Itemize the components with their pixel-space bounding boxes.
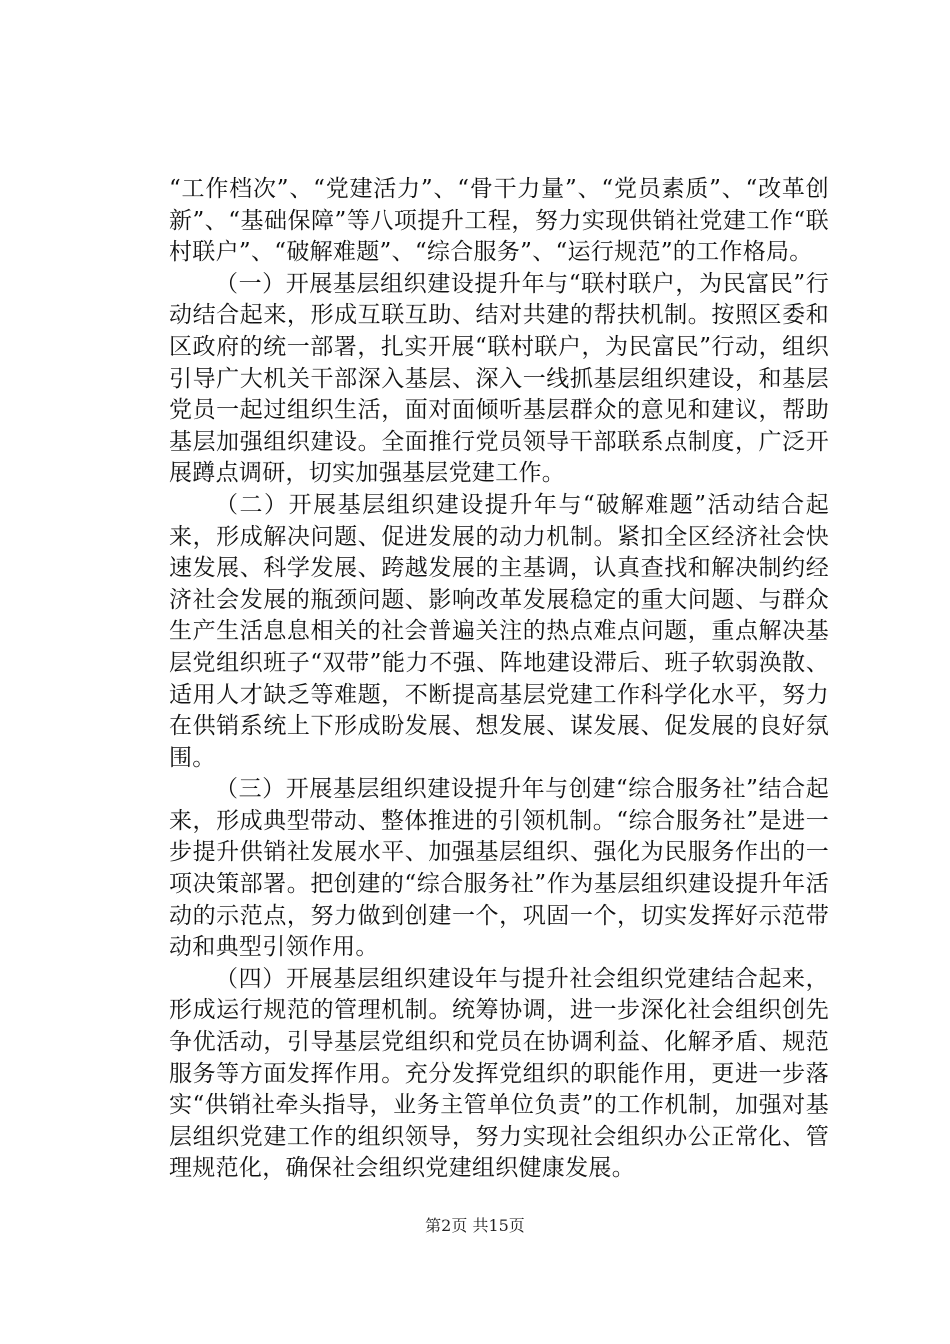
paragraph-item-3: （三）开展基层组织建设提升年与创建“综合服务社”结合起来，形成典型带动、整体推进的引领机制。“综合服务社”是进一步提升供销社发展水平、加强基层组织、强化为民服务作出的一项决策部署。把创建的“综合服务社”作为基层组织建设提升年活动的示范点，努力做到创建一个，巩固一个，切实发挥好示范带动和典型引领作用。 <box>169 776 829 961</box>
paragraph-item-1: （一）开展基层组织建设提升年与“联村联户，为民富民”行动结合起来，形成互联互助、结对共建的帮扶机制。按照区委和区政府的统一部署，扎实开展“联村联户，为民富民”行动，组织引导广大机关干部深入基层、深入一线抓基层组织建设，和基层党员一起过组织生活，面对面倾听基层群众的意见和建议，帮助基层加强组织建设。全面推行党员领导干部联系点制度，广泛开展蹲点调研，切实加强基层党建工作。 <box>169 270 829 487</box>
document-body <box>169 174 829 1185</box>
paragraph-continuation: “工作档次”、“党建活力”、“骨干力量”、“党员素质”、“改革创新”、“基础保障”等八项提升工程，努力实现供销社党建工作“联村联户”、“破解难题”、“综合服务”、“运行规范”的工作格局。 <box>169 176 829 266</box>
paragraph-item-4: （四）开展基层组织建设年与提升社会组织党建结合起来，形成运行规范的管理机制。统筹协调，进一步深化社会组织创先争优活动，引导基层党组织和党员在协调利益、化解矛盾、规范服务等方面发挥作用。充分发挥党组织的职能作用，更进一步落实“供销社牵头指导，业务主管单位负责”的工作机制，加强对基层组织党建工作的组织领导，努力实现社会组织办公正常化、管理规范化，确保社会组织党建组织健康发展。 <box>169 965 829 1182</box>
page-number-footer: 第2页 共15页 <box>425 1216 525 1235</box>
paragraph-item-2: （二）开展基层组织建设提升年与“破解难题”活动结合起来，形成解决问题、促进发展的动力机制。紧扣全区经济社会快速发展、科学发展、跨越发展的主基调，认真查找和解决制约经济社会发展的瓶颈问题、影响改革发展稳定的重大问题、与群众生产生活息息相关的社会普遍关注的热点难点问题，重点解决基层党组织班子“双带”能力不强、阵地建设滞后、班子软弱涣散、适用人才缺乏等难题，不断提高基层党建工作科学化水平，努力在供销系统上下形成盼发展、想发展、谋发展、促发展的良好氛围。 <box>169 491 829 771</box>
